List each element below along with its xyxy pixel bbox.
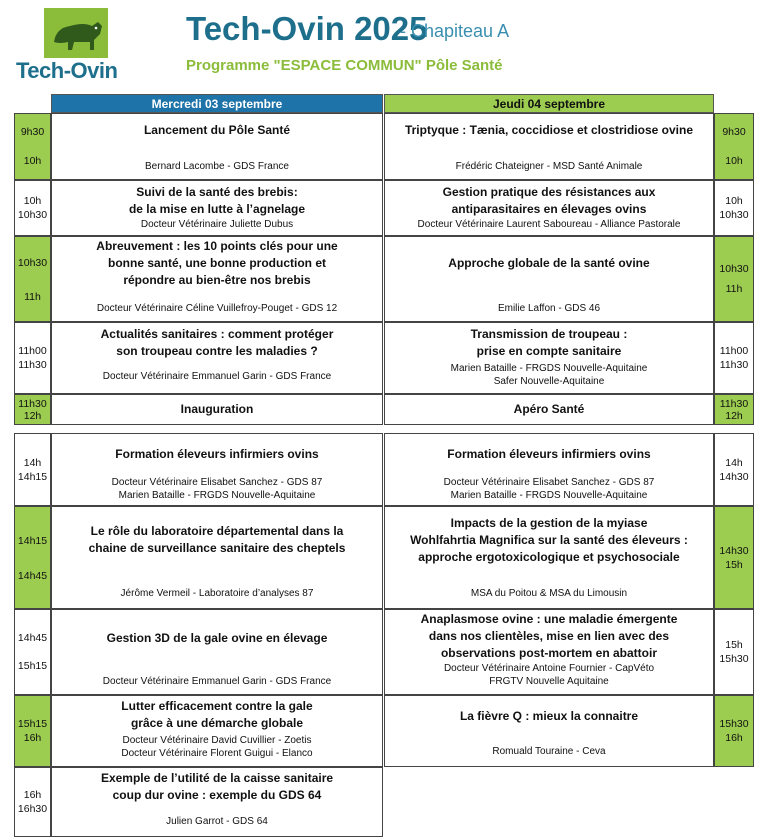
time-start: 14h45 bbox=[17, 632, 48, 644]
time-start: 14h15 bbox=[17, 535, 48, 547]
time-end: 10h30 bbox=[17, 209, 48, 221]
time-start: 10h bbox=[725, 195, 743, 207]
time-slot bbox=[14, 113, 51, 180]
time-end: 16h30 bbox=[17, 803, 48, 815]
session-title: Lancement du Pôle Santé bbox=[143, 123, 291, 137]
time-slot bbox=[14, 609, 51, 695]
time-start: 15h bbox=[725, 639, 743, 651]
time-slot bbox=[714, 695, 754, 767]
time-slot bbox=[714, 113, 754, 180]
session-speaker: Bernard Lacombe - GDS France bbox=[145, 161, 289, 172]
session-cell bbox=[384, 506, 714, 609]
logo-text: Tech-Ovin bbox=[16, 58, 118, 83]
session-title: Suivi de la santé des brebis: de la mise en lutte à l’agnelage bbox=[128, 185, 306, 216]
session-cell bbox=[51, 113, 383, 180]
time-start: 11h30 bbox=[719, 397, 749, 410]
time-slot bbox=[714, 394, 754, 425]
time-slot bbox=[714, 322, 754, 394]
session-cell bbox=[384, 695, 714, 767]
session-cell bbox=[51, 609, 383, 695]
time-start: 15h30 bbox=[719, 718, 749, 730]
time-start: 10h30 bbox=[17, 257, 48, 269]
day-header-thursday: Jeudi 04 septembre bbox=[384, 94, 714, 113]
time-end: 12h bbox=[23, 409, 42, 422]
time-start: 11h00 bbox=[719, 345, 749, 357]
session-cell bbox=[384, 236, 714, 322]
session-cell bbox=[51, 180, 383, 236]
time-end: 10h30 bbox=[719, 209, 749, 221]
session-title: Le rôle du laboratoire départemental dans la chaine de surveillance sanitaire des cheptels bbox=[88, 524, 346, 555]
time-slot bbox=[14, 322, 51, 394]
time-slot bbox=[14, 433, 51, 506]
time-end: 15h bbox=[725, 558, 743, 571]
session-speaker: Marien Bataille - FRGDS Nouvelle-Aquitaine Safer Nouvelle-Aquitaine bbox=[450, 363, 648, 387]
session-speaker: Docteur Vétérinaire David Cuvillier - Zoetis Docteur Vétérinaire Florent Guigui - Elanco bbox=[121, 735, 313, 759]
session-speaker: Docteur Vétérinaire Emmanuel Garin - GDS France bbox=[102, 371, 332, 382]
session-title: Gestion pratique des résistances aux antiparasitaires en élevages ovins bbox=[442, 185, 656, 216]
time-end: 14h45 bbox=[17, 570, 48, 582]
session-title: Triptyque : Tænia, coccidiose et clostridiose ovine bbox=[404, 123, 694, 137]
time-start: 11h00 bbox=[18, 345, 47, 357]
session-title: Formation éleveurs infirmiers ovins bbox=[447, 447, 651, 461]
time-slot bbox=[714, 609, 754, 695]
session-cell bbox=[51, 767, 383, 837]
time-end: 12h bbox=[725, 409, 743, 422]
session-speaker: Julien Garrot - GDS 64 bbox=[166, 816, 268, 827]
session-cell bbox=[51, 322, 383, 394]
time-end: 10h bbox=[23, 155, 42, 167]
time-slot bbox=[14, 394, 51, 425]
session-cell bbox=[384, 394, 714, 425]
session-title: Lutter efficacement contre la gale grâce à une démarche globale bbox=[121, 699, 313, 730]
time-start: 11h30 bbox=[18, 397, 47, 410]
time-end: 11h bbox=[725, 283, 743, 295]
session-title: Formation éleveurs infirmiers ovins bbox=[115, 447, 319, 461]
session-speaker: Jérôme Vermeil - Laboratoire d’analyses 87 bbox=[120, 588, 314, 599]
time-start: 9h30 bbox=[722, 126, 746, 138]
time-slot bbox=[14, 236, 51, 322]
time-start: 16h bbox=[23, 789, 42, 801]
session-title: Actualités sanitaires : comment protéger son troupeau contre les maladies ? bbox=[100, 327, 334, 358]
page-title: Tech-Ovin 2025 bbox=[186, 10, 428, 47]
programme-label: Programme "ESPACE COMMUN" Pôle Santé bbox=[186, 57, 503, 74]
time-start: 14h bbox=[725, 456, 743, 469]
session-title: Abreuvement : les 10 points clés pour une bonne santé, une bonne production et répondre au bien-être nos brebis bbox=[96, 239, 338, 287]
session-speaker: Docteur Vétérinaire Juliette Dubus bbox=[140, 219, 294, 230]
session-title: Exemple de l’utilité de la caisse sanitaire coup dur ovine : exemple du GDS 64 bbox=[100, 771, 334, 802]
day-header-wednesday: Mercredi 03 septembre bbox=[51, 94, 383, 113]
session-speaker: Docteur Vétérinaire Elisabet Sanchez - GDS 87 Marien Bataille - FRGDS Nouvelle-Aquitaine bbox=[111, 477, 323, 501]
time-start: 15h15 bbox=[17, 718, 48, 730]
session-cell bbox=[384, 609, 714, 695]
time-end: 15h30 bbox=[719, 653, 749, 665]
session-speaker: Docteur Vétérinaire Emmanuel Garin - GDS France bbox=[102, 676, 332, 687]
logo-image bbox=[44, 8, 108, 58]
session-cell bbox=[384, 113, 714, 180]
time-slot bbox=[14, 180, 51, 236]
session-cell bbox=[384, 180, 714, 236]
time-start: 10h bbox=[23, 195, 42, 207]
time-end: 10h bbox=[725, 155, 743, 167]
time-end: 16h bbox=[725, 732, 743, 744]
session-title: La fièvre Q : mieux la connaitre bbox=[459, 709, 639, 723]
time-slot bbox=[714, 180, 754, 236]
time-slot bbox=[14, 767, 51, 837]
session-title: Apéro Santé bbox=[513, 402, 585, 416]
time-end: 11h bbox=[24, 291, 41, 303]
session-cell bbox=[384, 322, 714, 394]
session-title: Approche globale de la santé ovine bbox=[448, 256, 650, 270]
time-end: 11h30 bbox=[18, 359, 47, 371]
time-slot bbox=[714, 433, 754, 506]
session-speaker: Docteur Vétérinaire Antoine Fournier - CapVéto FRGTV Nouvelle Aquitaine bbox=[443, 663, 655, 687]
session-speaker: Docteur Vétérinaire Céline Vuillefroy-Pouget - GDS 12 bbox=[96, 303, 338, 314]
session-speaker: Docteur Vétérinaire Elisabet Sanchez - GDS 87 Marien Bataille - FRGDS Nouvelle-Aquitaine bbox=[443, 477, 655, 501]
session-cell bbox=[51, 236, 383, 322]
time-start: 9h30 bbox=[20, 126, 45, 138]
time-end: 16h bbox=[23, 732, 42, 744]
time-end: 15h15 bbox=[17, 660, 48, 672]
session-title: Impacts de la gestion de la myiase Wohlfahrtia Magnifica sur la santé des éleveurs : approche ergotoxicologique et psychosociale bbox=[410, 516, 688, 564]
time-start: 14h30 bbox=[719, 544, 749, 557]
session-cell bbox=[51, 394, 383, 425]
time-start: 14h bbox=[23, 456, 42, 469]
session-speaker: Frédéric Chateigner - MSD Santé Animale bbox=[455, 161, 643, 172]
session-speaker: Docteur Vétérinaire Laurent Saboureau - Alliance Pastorale bbox=[417, 219, 681, 230]
time-slot bbox=[714, 236, 754, 322]
time-start: 10h30 bbox=[719, 263, 749, 275]
session-speaker: MSA du Poitou & MSA du Limousin bbox=[470, 588, 628, 599]
session-title: Transmission de troupeau : prise en compte sanitaire bbox=[470, 327, 628, 358]
session-cell bbox=[51, 433, 383, 506]
page-subtitle: - Chapiteau A bbox=[400, 21, 510, 41]
session-cell bbox=[384, 433, 714, 506]
session-speaker: Emilie Laffon - GDS 46 bbox=[497, 303, 601, 314]
time-slot bbox=[714, 506, 754, 609]
time-end: 11h30 bbox=[719, 359, 749, 371]
time-slot bbox=[14, 695, 51, 767]
session-cell bbox=[51, 506, 383, 609]
time-slot bbox=[14, 506, 51, 609]
session-title: Anaplasmose ovine : une maladie émergente dans nos clientèles, mise en lien avec des observations post-mortem en abattoir bbox=[420, 612, 678, 660]
session-title: Inauguration bbox=[180, 402, 254, 416]
time-end: 14h15 bbox=[17, 470, 48, 483]
session-speaker: Romuald Touraine - Ceva bbox=[492, 746, 606, 757]
time-end: 14h30 bbox=[719, 470, 749, 483]
session-title: Gestion 3D de la gale ovine en élevage bbox=[106, 631, 328, 645]
session-cell bbox=[51, 695, 383, 767]
